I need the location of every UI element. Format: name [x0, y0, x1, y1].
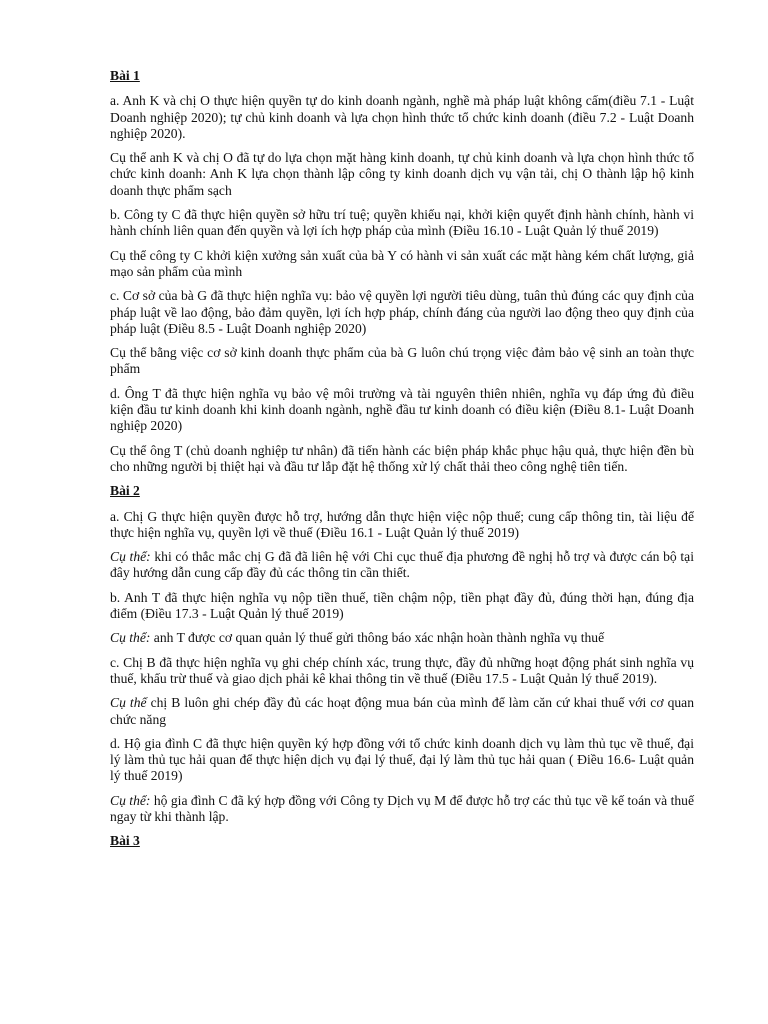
detail-text: khi có thắc mắc chị G đã đã liên hệ với Chi cục thuế địa phương đề nghị hỗ trợ và được cán bộ tại đây hướng dẫn cung cấp đầy đủ các thông tin cần thiết. — [110, 549, 694, 581]
bai1-detail-c: Cụ thể bằng việc cơ sở kinh doanh thực phẩm của bà G luôn chú trọng việc đảm bảo vệ sinh an toàn thực phẩm — [110, 345, 694, 377]
heading-bai-2: Bài 2 — [110, 483, 140, 499]
bai1-detail-b: Cụ thể công ty C khởi kiện xưởng sản xuất của bà Y có hành vi sản xuất các mặt hàng kém chất lượng, giả mạo sản phẩm của mình — [110, 247, 694, 279]
bai2-paragraph-b: b. Anh T đã thực hiện nghĩa vụ nộp tiền thuế, tiền chậm nộp, tiền phạt đầy đủ, đúng thời hạn, đúng địa điểm (Điều 17.3 - Luật Quản lý thuế 2019) — [110, 589, 694, 622]
bai1-paragraph-a: a. Anh K và chị O thực hiện quyền tự do kinh doanh ngành, nghề mà pháp luật không cấm(điều 7.1 - Luật Doanh nghiệp 2020); tự chủ kinh doanh và lựa chọn hình thức tổ chức kinh doanh (điều 7.2 - Luật Doanh nghiệp 2020). — [110, 93, 694, 141]
bai1-paragraph-b: b. Công ty C đã thực hiện quyền sở hữu trí tuệ; quyền khiếu nại, khởi kiện quyết định hành chính, hành vi hành chính liên quan đến quyền và lợi ích hợp pháp của mình (Điều 16.10 - Luật Quản lý thuế 2019) — [110, 207, 694, 239]
bai2-paragraph-d: d. Hộ gia đình C đã thực hiện quyền ký hợp đồng với tổ chức kinh doanh dịch vụ làm thủ tục về thuế, đại lý làm thủ tục hải quan để thực hiện dịch vụ đại lý thuế, đại lý làm thủ tục hải quan ( Điều 16.6- Luật quản lý thuế 2019) — [110, 735, 694, 784]
detail-text: chị B luôn ghi chép đầy đủ các hoạt động mua bán của mình để làm căn cứ khai thuế với cơ quan chức năng — [110, 695, 694, 727]
detail-label: Cụ thể: — [110, 549, 151, 565]
detail-text: anh T được cơ quan quản lý thuế gửi thông báo xác nhận hoàn thành nghĩa vụ thuế — [150, 630, 605, 646]
bai1-detail-d: Cụ thể ông T (chủ doanh nghiệp tư nhân) đã tiến hành các biện pháp khắc phục hậu quả, thực hiện đền bù cho những người bị thiệt hại và đầu tư lắp đặt hệ thống xử lý chất thải theo công nghệ tiên tiến. — [110, 442, 694, 474]
heading-bai-1: Bài 1 — [110, 68, 140, 83]
bai2-detail-a — [110, 549, 694, 582]
bai2-paragraph-c: c. Chị B đã thực hiện nghĩa vụ ghi chép chính xác, trung thực, đầy đủ những hoạt động phát sinh nghĩa vụ thuế, khấu trừ thuế và giao dịch phải kê khai thông tin về thuế (Điều 17.5 - Luật Quản lý thuế 2019). — [110, 654, 694, 686]
detail-text: hộ gia đình C đã ký hợp đồng với Công ty Dịch vụ M để được hỗ trợ các thủ tục về kế toán và thuế ngay từ khi thành lập. — [110, 792, 694, 824]
document-page — [110, 68, 694, 859]
detail-label: Cụ thể — [110, 695, 147, 711]
detail-label: Cụ thể: — [110, 630, 151, 646]
bai1-detail-a: Cụ thể anh K và chị O đã tự do lựa chọn mặt hàng kinh doanh, tự chủ kinh doanh và lựa chọn hình thức tổ chức kinh doanh: Anh K lựa chọn thành lập công ty kinh doanh dịch vụ vận tải, chị O thành lập hộ kinh doanh thực phẩm sạch — [110, 150, 694, 198]
bai1-paragraph-c: c. Cơ sở của bà G đã thực hiện nghĩa vụ: bảo vệ quyền lợi người tiêu dùng, tuân thủ đúng các quy định của pháp luật về lao động, bảo đảm quyền, lợi ích hợp pháp, chính đáng của người lao động theo quy định của pháp luật (Điều 8.5 - Luật Doanh nghiệp 2020) — [110, 288, 694, 336]
heading-bai-3: Bài 3 — [110, 833, 140, 849]
detail-label: Cụ thể: — [110, 792, 151, 808]
bai2-detail-b — [110, 630, 694, 646]
bai2-paragraph-a: a. Chị G thực hiện quyền được hỗ trợ, hướng dẫn thực hiện việc nộp thuế; cung cấp thông tin, tài liệu để thực hiện nghĩa vụ, quyền lợi về thuế (Điều 16.1 - Luật Quản lý thuế 2019) — [110, 508, 694, 540]
bai2-detail-d — [110, 793, 694, 826]
bai2-detail-c — [110, 695, 694, 728]
bai1-paragraph-d: d. Ông T đã thực hiện nghĩa vụ bảo vệ môi trường và tài nguyên thiên nhiên, nghĩa vụ đáp ứng đủ điều kiện đầu tư kinh doanh khi kinh doanh ngành, nghề đầu tư kinh doanh có điều kiện (Điều 8.1- Luật Doanh nghiệp 2020) — [110, 385, 694, 434]
